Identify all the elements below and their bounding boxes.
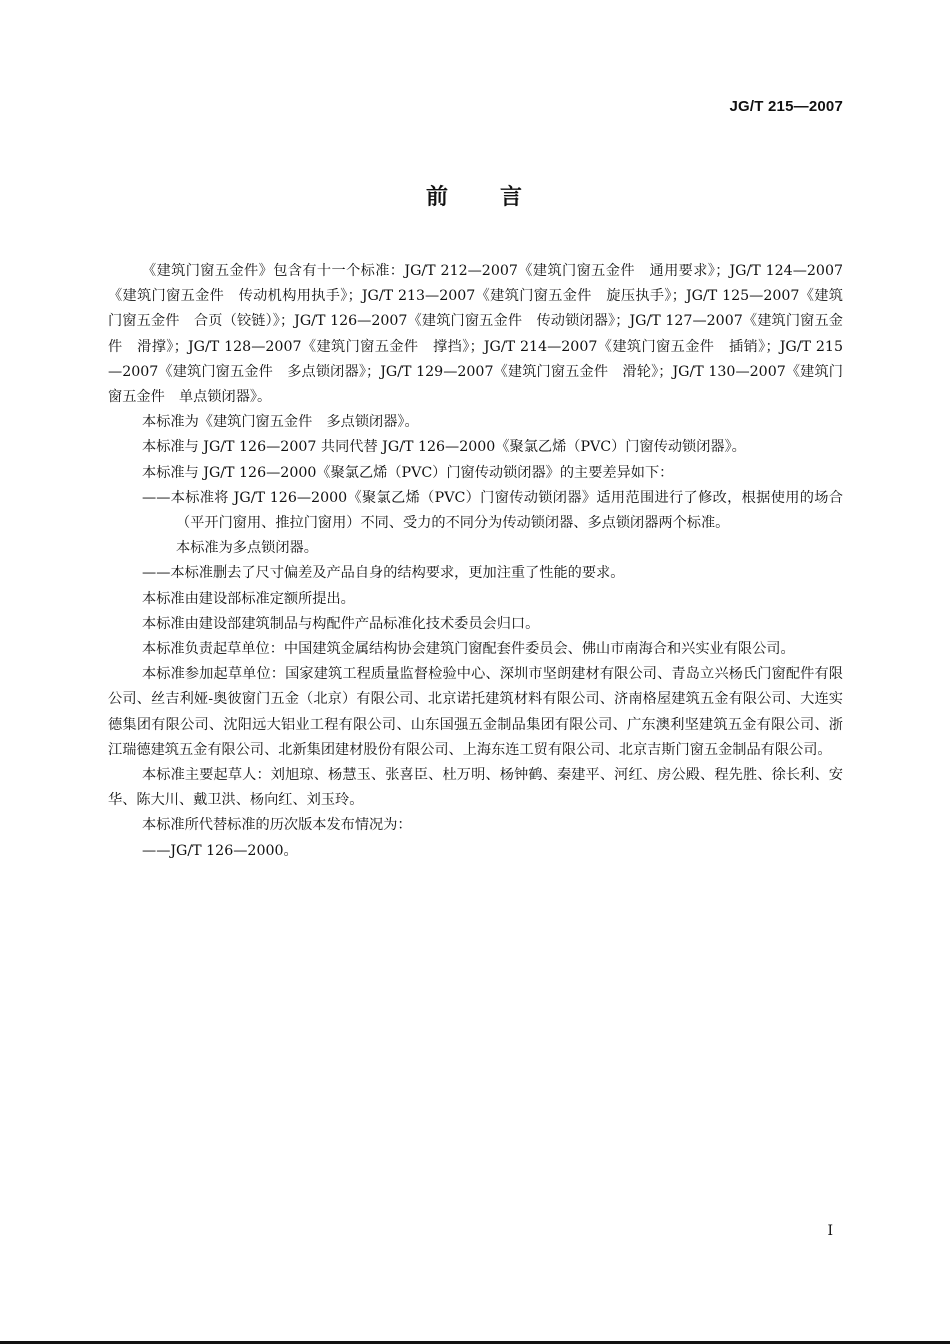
page-title <box>0 180 950 211</box>
foreword-body <box>108 259 843 864</box>
paragraph-lead-drafter: 本标准负责起草单位：中国建筑金属结构协会建筑门窗配套件委员会、佛山市南海合和兴实业有限公司。 <box>142 641 795 658</box>
paragraph-replaces: 本标准与 JG/T 126—2007 共同代替 JG/T 126—2000《聚氯乙烯（PVC）门窗传动锁闭器》。 <box>142 439 746 456</box>
paragraph-participating-drafters: 本标准参加起草单位：国家建筑工程质量监督检验中心、深圳市坚朗建材有限公司、青岛立兴杨氏门窗配件有限公司、丝吉利娅-奥彼窗门五金（北京）有限公司、北京诺托建筑材料有限公司、济南格屋建筑五金有限公司、大连实德集团有限公司、沈阳远大铝业工程有限公司、山东国强五金制品集团有限公司、广东澳利坚建筑五金有限公司、浙江瑞德建筑五金有限公司、北新集团建材股份有限公司、上海东连工贸有限公司、北京吉斯门窗五金制品有限公司。 <box>108 666 843 758</box>
paragraph-proposed-by: 本标准由建设部标准定额所提出。 <box>142 590 355 607</box>
difference-item-scope: ——本标准将 JG/T 126—2000《聚氯乙烯（PVC）门窗传动锁闭器》适用范围进行了修改，根据使用的场合（平开门窗用、推拉门窗用）不同、受力的不同分为传动锁闭器、多点锁闭器两个标准。 <box>142 489 843 532</box>
paragraph-differences-intro: 本标准与 JG/T 126—2000《聚氯乙烯（PVC）门窗传动锁闭器》的主要差异如下： <box>142 464 674 481</box>
difference-item-requirements: ——本标准删去了尺寸偏差及产品自身的结构要求，更加注重了性能的要求。 <box>142 565 625 582</box>
standard-code: JG/T 215—2007 <box>729 98 843 115</box>
paragraph-standards-list: 《建筑门窗五金件》包含有十一个标准：JG/T 212—2007《建筑门窗五金件 通用要求》；JG/T 124—2007《建筑门窗五金件 传动机构用执手》；JG/T 213—2007《建筑门窗五金件 旋压执手》；JG/T 125—2007《建筑门窗五金件 合页（铰链）》；JG/T 126—2007《建筑门窗五金件 传动锁闭器》；JG/T 127—2007《建筑门窗五金件 滑撑》；JG/T 128—2007《建筑门窗五金件 撑挡》；JG/T 214—2007《建筑门窗五金件 插销》；JG/T 215—2007《建筑门窗五金件 多点锁闭器》；JG/T 129—2007《建筑门窗五金件 滑轮》；JG/T 130—2007《建筑门窗五金件 单点锁闭器》。 <box>108 263 843 406</box>
paragraph-history-intro: 本标准所代替标准的历次版本发布情况为： <box>142 817 412 834</box>
difference-item-scope-note: 本标准为多点锁闭器。 <box>176 540 318 557</box>
paragraph-this-standard: 本标准为《建筑门窗五金件 多点锁闭器》。 <box>142 414 419 431</box>
paragraph-administered-by: 本标准由建设部建筑制品与构配件产品标准化技术委员会归口。 <box>142 615 540 632</box>
title-char-1: 前 <box>425 185 450 210</box>
paragraph-main-drafters: 本标准主要起草人：刘旭琼、杨慧玉、张喜臣、杜万明、杨钟鹤、秦建平、河红、房公殿、程先胜、徐长利、安华、陈大川、戴卫洪、杨向红、刘玉玲。 <box>108 767 843 809</box>
title-char-2: 言 <box>500 185 525 210</box>
history-item: ——JG/T 126—2000。 <box>142 842 298 859</box>
page-number: I <box>827 1223 833 1239</box>
